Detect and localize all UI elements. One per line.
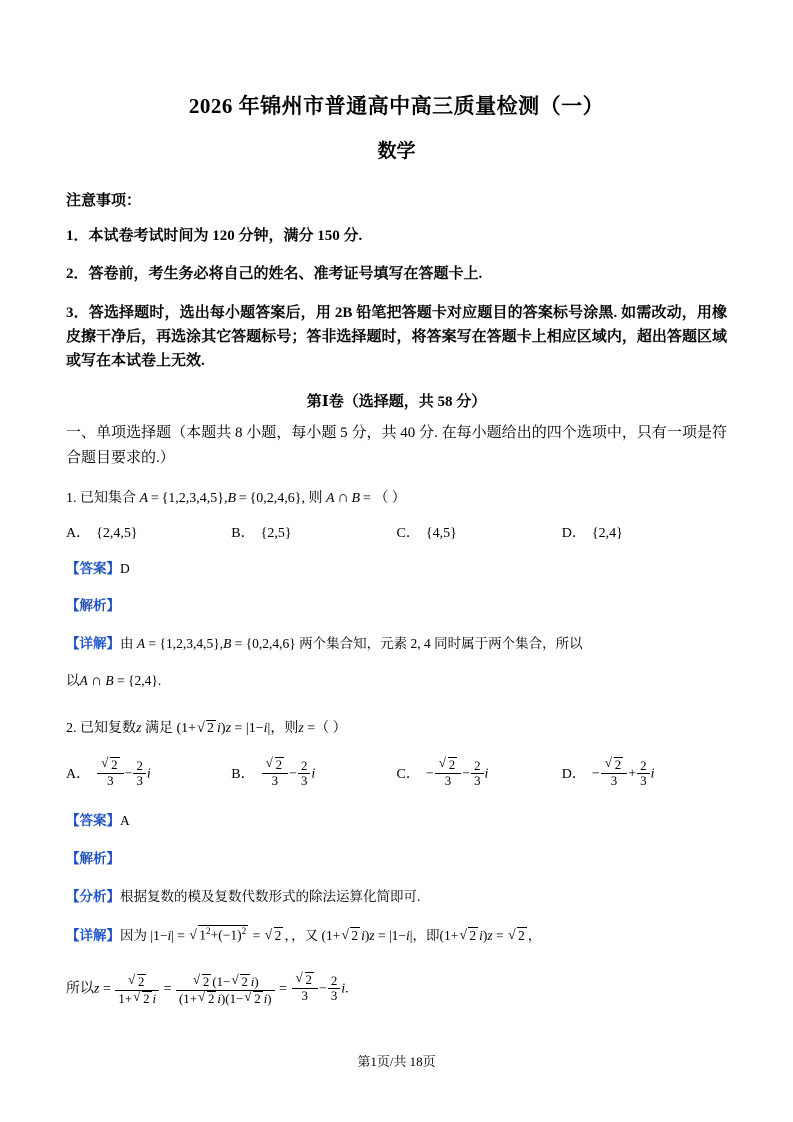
question-1-detail-sets: A = {1,2,3,4,5},B = {0,2,4,6} bbox=[136, 635, 296, 651]
question-1-detail-result: 以A ∩ B = {2,4}. bbox=[66, 673, 162, 690]
question-2-analysis-tag bbox=[66, 848, 727, 870]
question-1-detail bbox=[66, 632, 727, 656]
option-text-b: {2,5} bbox=[260, 525, 292, 541]
notice-item-1: 1．本试卷考试时间为 120 分钟，满分 150 分. bbox=[66, 228, 363, 244]
option-label-d: D． bbox=[561, 525, 586, 541]
option-label-b: B． bbox=[231, 766, 255, 782]
question-2-answer-value: A bbox=[120, 813, 130, 829]
question-2-equation: (1+ √ 2 i)z = |1−i| bbox=[176, 721, 270, 736]
question-1-expr: A ∩ B = bbox=[326, 488, 371, 506]
question-1-answer bbox=[66, 558, 727, 580]
notice-item-3: 3．答选择题时，选出每小题答案后，用 2B 铅笔把答题卡对应题目的答案标号涂黑. 如需改动，用橡皮擦干净后，再选涂其它答题标号；答非选择题时，将答案写在答题卡上相应区域内，超出答题区域或写在本试卷上无效. bbox=[66, 304, 727, 370]
question-1-number: 1. bbox=[66, 490, 77, 506]
question-2-approach bbox=[66, 885, 727, 909]
analysis-tag: 【解析】 bbox=[66, 850, 120, 866]
question-1-detail-text-2: 两个集合知，元素 2, 4 同时属于两个集合，所以 bbox=[299, 635, 583, 651]
question-2-detail-mid: ，又 bbox=[291, 927, 319, 943]
question-1-set-b: B = {0,2,4,6} bbox=[227, 490, 302, 506]
question-1-stem-mid: 则 bbox=[308, 490, 323, 506]
question-1-stem-suffix: （ ） bbox=[374, 490, 406, 506]
notice-heading: 注意事项： bbox=[66, 193, 142, 209]
question-2-option-b[interactable] bbox=[231, 757, 396, 788]
question-1-options bbox=[66, 522, 727, 542]
question-2-option-d[interactable] bbox=[562, 757, 727, 788]
question-1-answer-value: D bbox=[120, 560, 130, 576]
part-heading: 第Ⅰ卷（选择题，共 58 分） bbox=[306, 394, 487, 411]
question-2-answer bbox=[66, 810, 727, 832]
question-1-option-a[interactable] bbox=[66, 522, 231, 542]
detail-tag: 【详解】 bbox=[66, 927, 120, 943]
option-label-a: A． bbox=[66, 525, 91, 541]
question-1-option-c[interactable] bbox=[397, 522, 562, 542]
question-1-stem: 1. 已知集合 A = {1,2,3,4,5},B = {0,2,4,6}, 则 A ∩ B = （ ） bbox=[66, 488, 406, 506]
question-2-options bbox=[66, 757, 727, 788]
question-1-option-b[interactable] bbox=[231, 522, 396, 542]
question-2-approach-text: 根据复数的模及复数代数形式的除法运算化简即可. bbox=[120, 888, 421, 904]
question-2-detail: 【详解】因为 |1−i| = √ $1^2+(-1)^2$ = √ 2 ，，又 (1+ √ 2 i)z = |1−i|，即(1+ √ 2 i)z = √ 2 ， bbox=[66, 924, 727, 948]
option-label-c: C． bbox=[396, 525, 420, 541]
section-intro: 一、单项选择题（本题共 8 小题，每小题 5 分，共 40 分. 在每小题给出的四个选项中，只有一项是符合题目要求的.） bbox=[66, 425, 727, 467]
question-1-set-a: A = {1,2,3,4,5} bbox=[139, 490, 225, 506]
analysis-tag: 【解析】 bbox=[66, 598, 120, 614]
option-label-a: A． bbox=[66, 766, 91, 782]
question-2-option-a[interactable] bbox=[66, 757, 231, 788]
page-footer: 第1页/共 18页 bbox=[357, 1054, 436, 1069]
page-subtitle: 数学 bbox=[377, 141, 416, 162]
question-1-stem-prefix: 已知集合 bbox=[80, 490, 136, 506]
option-label-c: C． bbox=[396, 766, 420, 782]
question-2-stem-mid: 满足 bbox=[144, 721, 173, 737]
option-text-a: {2,4,5} bbox=[96, 525, 138, 541]
option-text-c: {4,5} bbox=[425, 525, 457, 541]
approach-tag: 【分析】 bbox=[66, 888, 120, 904]
question-2-option-c[interactable] bbox=[397, 757, 562, 788]
option-text-c: − √ $\frac{2}{3}$ − $\frac{2}{3}$ i bbox=[426, 757, 489, 788]
question-2-var: z bbox=[136, 721, 142, 737]
answer-tag: 【答案】 bbox=[66, 560, 120, 576]
question-2-stem-prefix: 已知复数 bbox=[80, 721, 136, 737]
question-1-option-d[interactable] bbox=[562, 522, 727, 542]
question-2-final-derivation: 所以z = √ $\frac{2}{1+ √ 2 i}$ = √ $\frac{2 (1- √ 2 i)}{(1+ √ 2 i)(1- √ 2 i)}$ = √ $\frac{2}{3}$ − $\frac{2}{3}$ i. bbox=[66, 972, 727, 1007]
question-2-number: 2. bbox=[66, 721, 77, 737]
question-1-detail-text-1: 由 bbox=[120, 635, 134, 651]
question-2-detail-begin: 因为 bbox=[120, 927, 147, 943]
answer-tag: 【答案】 bbox=[66, 813, 120, 829]
page-title: 2026 年锦州市普通高中高三质量检测（一） bbox=[188, 94, 605, 118]
option-text-d: − √ $\frac{2}{3}$ + $\frac{2}{3}$ i bbox=[592, 757, 655, 788]
notice-item-2: 2．答卷前，考生务必将自己的姓名、准考证号填写在答题卡上. bbox=[66, 266, 483, 283]
detail-tag: 【详解】 bbox=[66, 635, 120, 651]
option-text-d: {2,4} bbox=[591, 525, 623, 541]
question-2-stem: 2. 已知复数z 满足 (1+ √ 2 i)z = |1−i|，则z =（ ） bbox=[66, 717, 727, 741]
option-label-d: D． bbox=[561, 766, 586, 782]
option-label-b: B． bbox=[231, 525, 255, 541]
question-1-analysis-tag bbox=[66, 595, 727, 617]
option-text-b: √ $\frac{2}{3}$ − $\frac{2}{3}$ i bbox=[261, 757, 316, 788]
option-text-a: √ $\frac{2}{3}$ − $\frac{2}{3}$ i bbox=[96, 757, 151, 788]
